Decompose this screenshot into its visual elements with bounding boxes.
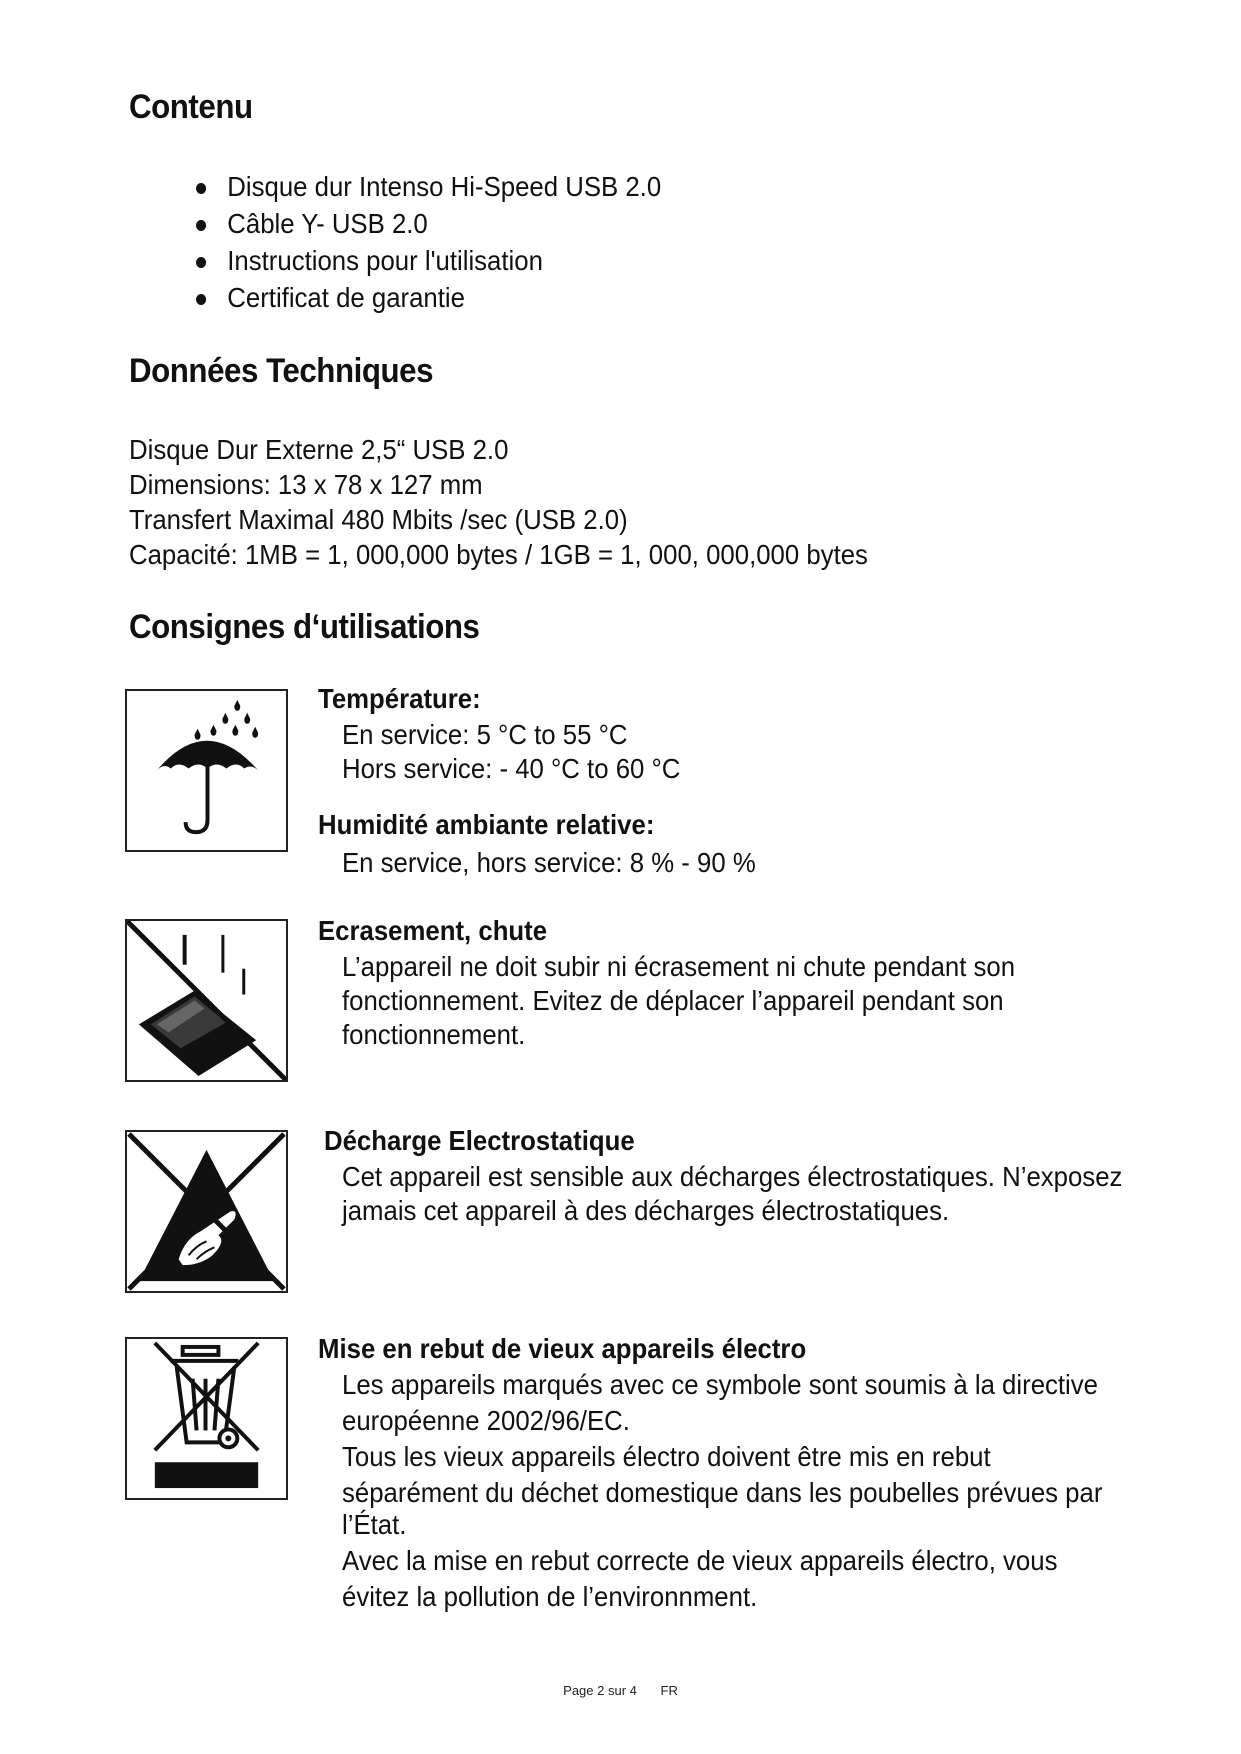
text-line: Les appareils marqués avec ce symbole sont soumis à la directive bbox=[342, 1369, 1098, 1400]
specs-block bbox=[129, 432, 932, 572]
crush-title: Ecrasement, chute bbox=[318, 915, 548, 946]
text-line: L’appareil ne doit subir ni écrasement ni chute pendant son bbox=[342, 951, 1016, 982]
esd-title: Décharge Electrostatique bbox=[324, 1125, 635, 1156]
text-line: l’État. bbox=[342, 1509, 407, 1540]
crush-text bbox=[342, 950, 1074, 1052]
list-item: Câble Y- USB 2.0 bbox=[196, 205, 661, 242]
text-line: évitez la pollution de l’environnment. bbox=[342, 1581, 758, 1612]
section-title-specs: Données Techniques bbox=[129, 352, 434, 390]
keep-dry-umbrella-icon bbox=[125, 689, 288, 852]
text-line: jamais cet appareil à des décharges électrostatiques. bbox=[342, 1195, 950, 1226]
text-line: Avec la mise en rebut correcte de vieux appareils électro, vous bbox=[342, 1545, 1058, 1576]
spec-line: Dimensions: 13 x 78 x 127 mm bbox=[129, 469, 483, 500]
text-line: séparément du déchet domestique dans les poubelles prévues par bbox=[342, 1477, 1103, 1508]
section-title-contents: Contenu bbox=[129, 88, 253, 126]
weee-title: Mise en rebut de vieux appareils électro bbox=[318, 1333, 807, 1364]
contents-list bbox=[196, 168, 702, 316]
list-item: Disque dur Intenso Hi-Speed USB 2.0 bbox=[196, 168, 661, 205]
text-line: fonctionnement. Evitez de déplacer l’appareil pendant son bbox=[342, 985, 1004, 1016]
text-line: européenne 2002/96/EC. bbox=[342, 1405, 630, 1436]
page-number: Page 2 sur 4 bbox=[563, 1683, 637, 1698]
esd-warning-icon bbox=[125, 1130, 288, 1293]
temperature-text bbox=[342, 718, 710, 786]
humidity-text bbox=[342, 846, 792, 880]
esd-text bbox=[342, 1160, 1190, 1228]
no-crush-drop-icon bbox=[125, 919, 288, 1082]
page-footer bbox=[0, 1683, 1241, 1698]
text-line: fonctionnement. bbox=[342, 1019, 526, 1050]
spec-line: Transfert Maximal 480 Mbits /sec (USB 2.0) bbox=[129, 504, 628, 535]
spec-line: Capacité: 1MB = 1, 000,000 bytes / 1GB = 1, 000, 000,000 bytes bbox=[129, 539, 868, 570]
section-title-usage: Consignes d‘utilisations bbox=[129, 608, 480, 646]
text-line: En service: 5 °C to 55 °C bbox=[342, 719, 628, 750]
spec-line: Disque Dur Externe 2,5“ USB 2.0 bbox=[129, 434, 509, 465]
temperature-title: Température: bbox=[318, 683, 481, 714]
weee-crossed-bin-icon bbox=[125, 1337, 288, 1500]
list-item: Certificat de garantie bbox=[196, 279, 661, 316]
humidity-title: Humidité ambiante relative: bbox=[318, 809, 655, 840]
text-line: Hors service: - 40 °C to 60 °C bbox=[342, 753, 681, 784]
text-line: Tous les vieux appareils électro doivent être mis en rebut bbox=[342, 1441, 991, 1472]
text-line: En service, hors service: 8 % - 90 % bbox=[342, 847, 756, 878]
text-line: Cet appareil est sensible aux décharges électrostatiques. N’exposez bbox=[342, 1161, 1123, 1192]
list-item: Instructions pour l'utilisation bbox=[196, 242, 661, 279]
weee-text bbox=[342, 1368, 1169, 1616]
language-code: FR bbox=[660, 1683, 678, 1698]
